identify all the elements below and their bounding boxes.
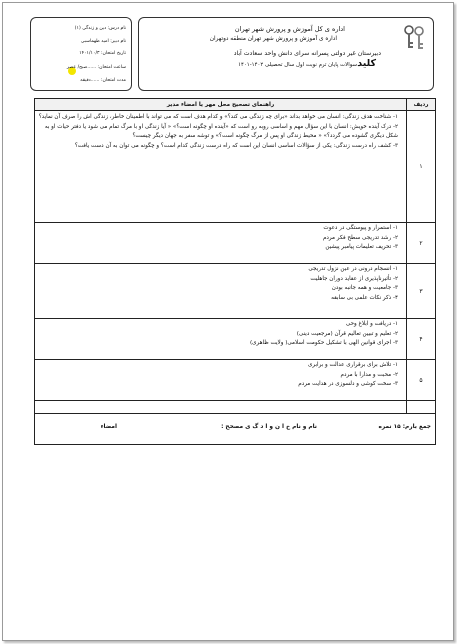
answer-line: ۳- جامعیت و همه جانبه بودن [331,285,398,292]
answer-line: ۲- تعلیم و تبیین تعالیم قرآن (مرجعیت دینی) [296,330,398,337]
table-row [35,264,436,319]
answer-line: ۱- شناخت هدف زندگی: انسان می خواهد بداند «برای چه زندگی می کند؟» و کدام هدف است که می تواند با اطمینان خاطر، زندگی اش را صرف آن نماید؟ [38,114,398,120]
row-content [35,360,407,401]
row-number: ۲ [407,223,436,264]
answer-line: ۱- تلاش برای برقراری عدالت و برابری [308,362,398,368]
row-number: ۳ [407,264,436,319]
row-number: ۴ [407,319,436,360]
answer-line: ۳- اجرای قوانین الهی با تشکیل حکومت اسلامی( ولایت ظاهری) [249,340,398,347]
answer-line: ۳- تحریف تعلیمات پیامبر پیشین [325,244,398,251]
answer-key-table [34,98,436,445]
column-header-guide: راهنمای تصحیح محل مهر یا امضاء مدیر [35,99,407,111]
meta-duration: مدت امتحان: ......دقیقه [80,78,126,83]
table-row [35,223,436,264]
exam-info-box [30,17,132,91]
row-number: ۱ [407,111,436,223]
row-content [35,223,407,264]
row-content [35,264,407,319]
answer-line: ۲- رشد تدریجی سطح فکر مردم [322,234,398,241]
answer-line: ۲- تأثیرناپذیری از عقاید دوران جاهلیت [310,275,398,282]
exam-header [30,17,434,91]
school-name: دبیرستان غیر دولتی پسرانه سرای دانش واحد سعادت آباد [233,50,381,57]
org-line-1: اداره ی کل آموزش و پرورش شهر تهران [234,25,345,33]
org-line-2: اداره ی آموزش و پرورش شهر تهران منطقه دوتهران [209,36,337,42]
footer-cell [35,414,436,445]
answer-key-label: کلید [357,58,376,69]
row-content [35,319,407,360]
answer-line: ۱- استمرار و پیوستگی در دعوت [323,225,398,231]
row-content [35,111,407,223]
meta-course: نام درس: دین و زندگی (۱) [74,26,126,31]
column-header-number: ردیف [407,99,436,111]
spacer-row [35,401,436,414]
answer-line: ۴- ذکر نکات علمی بی سابقه [331,294,398,301]
keys-icon [401,24,427,52]
table-row [35,360,436,401]
answer-line: ۳- سخت کوشی و دلسوزی در هدایت مردم [298,381,398,388]
document-page [2,2,454,641]
school-info-box [138,17,434,91]
table-header-row [35,99,436,111]
answer-line: ۳- کشف راه درست زندگی: یکی از سؤالات اساسی انسان این است که راه درست زندگی کدام است؟ و چگونه می توان به آن دست یافت؟ [74,142,398,149]
total-score: جمع بارم: ۱۵ نمره [378,424,431,430]
grader-name: نام و نام خ ا ن و ا د گ ی مصحح : [221,424,317,430]
meta-date: تاریخ امتحان: ۱۴۰۱/۱۰/۳ [79,51,126,56]
meta-teacher: نام دبیر: امید طهماسبی [80,39,126,44]
table-row [35,319,436,360]
row-number: ۵ [407,360,436,401]
answer-line: ۱- انسجام درونی در عین نزول تدریجی [308,266,398,272]
table-row [35,111,436,223]
answer-line: ۲- درک آینده خویش: انسان با این سؤال مهم و اساسی روبه رو است که «آینده او چگونه است؟» « آیا زندگی او با مرگ تمام می شود یا دفتر حیات او به شکل دیگری گشوده می گردد؟» « محیط زندگی او پس از مرگ چگونه است؟» و توشه سفر به جهان دیگر چیست؟ [44,123,398,140]
answer-line: ۱- دریافت و ابلاغ وحی [345,321,398,327]
signature-label: امضاء [100,424,117,430]
table-footer-row [35,414,436,445]
exam-title: سوالات پایان ترم نوبت اول سال تحصیلی ۱۴۰۲-۱۴۰۱ [238,62,357,68]
meta-time: ساعت امتحان: ......صبح/ عصر [66,65,126,70]
answer-line: ۲- محبت و مدارا با مردم [340,371,398,378]
